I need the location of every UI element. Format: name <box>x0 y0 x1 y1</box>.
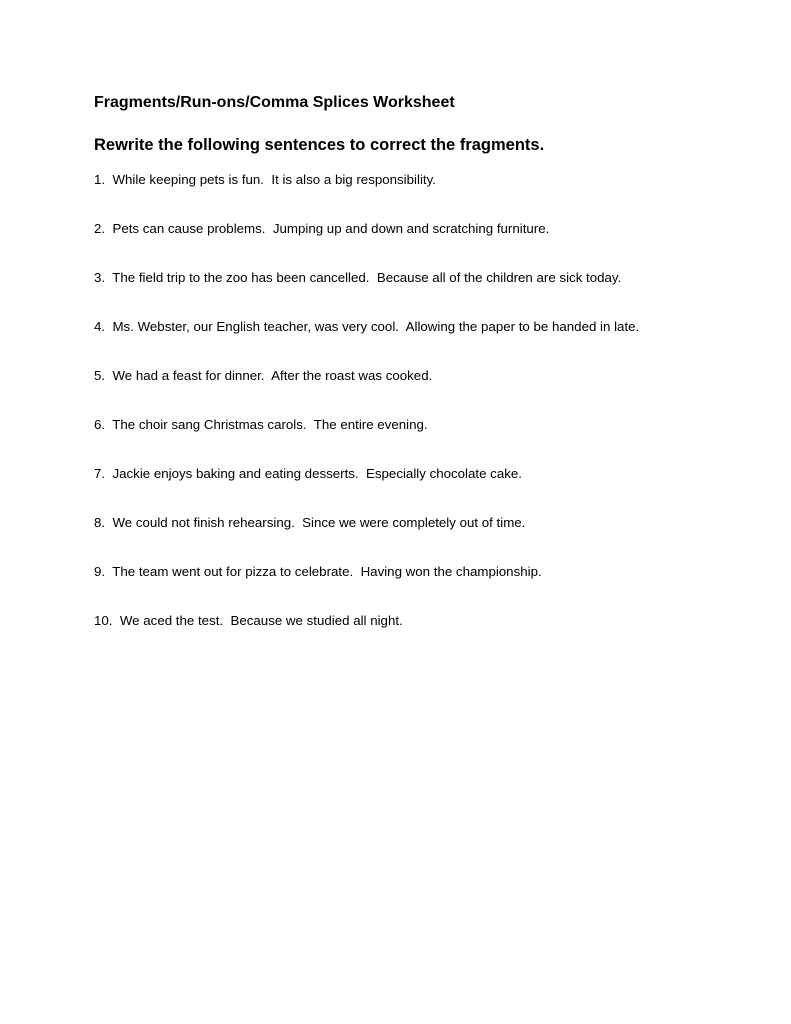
sentence-item-6: 6. The choir sang Christmas carols. The entire evening. <box>94 417 428 432</box>
sentence-item-8: 8. We could not finish rehearsing. Since we were completely out of time. <box>94 515 526 530</box>
sentence-item-2: 2. Pets can cause problems. Jumping up and down and scratching furniture. <box>94 221 550 236</box>
sentence-item-1: 1. While keeping pets is fun. It is also a big responsibility. <box>94 172 436 187</box>
sentence-item-9: 9. The team went out for pizza to celebrate. Having won the championship. <box>94 564 542 579</box>
sentence-item-4: 4. Ms. Webster, our English teacher, was very cool. Allowing the paper to be handed in late. <box>94 319 640 334</box>
sentence-item-7: 7. Jackie enjoys baking and eating desserts. Especially chocolate cake. <box>94 466 522 481</box>
sentence-item-10: 10. We aced the test. Because we studied all night. <box>94 613 403 628</box>
sentence-item-5: 5. We had a feast for dinner. After the roast was cooked. <box>94 368 433 383</box>
sentence-item-3: 3. The field trip to the zoo has been cancelled. Because all of the children are sick today. <box>94 270 622 285</box>
worksheet-instructions: Rewrite the following sentences to correct the fragments. <box>94 136 545 154</box>
worksheet-title: Fragments/Run-ons/Comma Splices Worksheet <box>94 94 455 111</box>
sentence-list <box>94 171 639 661</box>
